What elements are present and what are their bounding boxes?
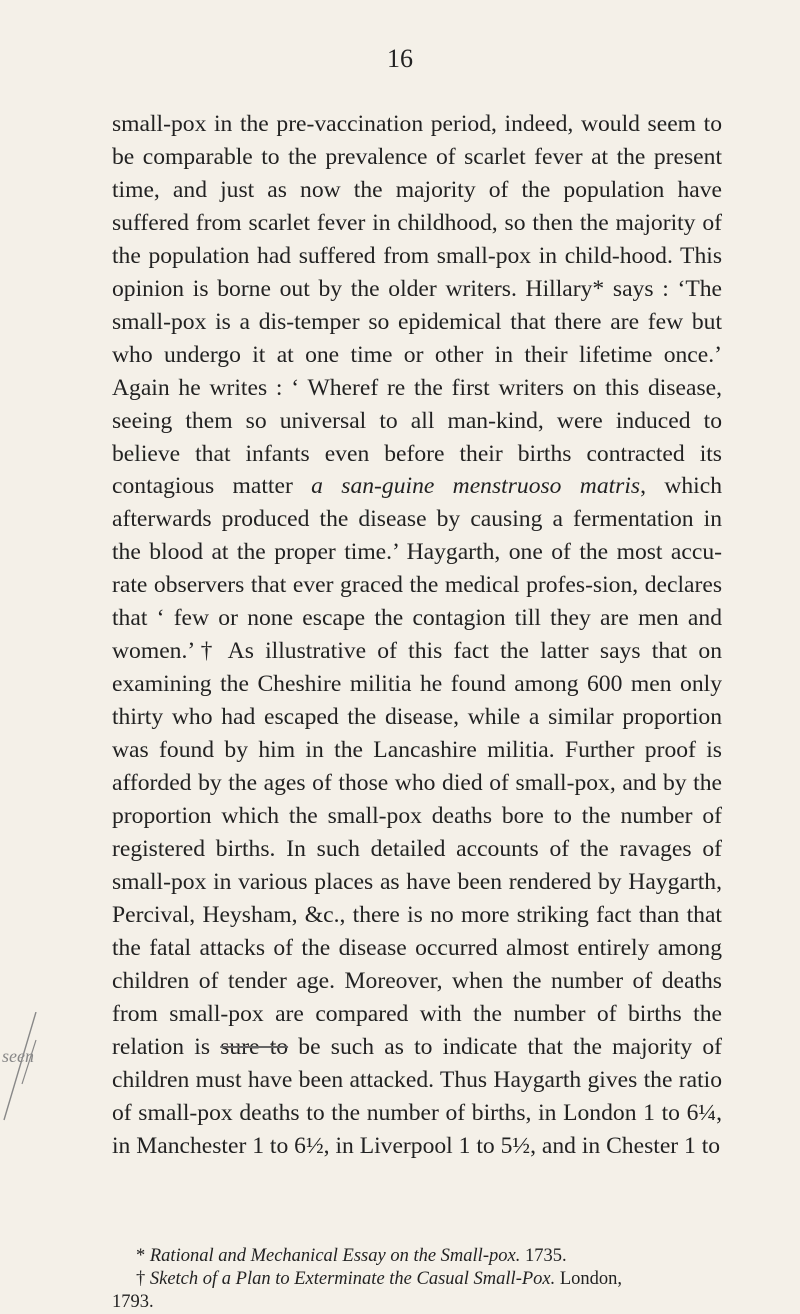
footnote-2-marker: †: [136, 1269, 150, 1289]
text-run-3: , which afterwards produced the disease by causing a fermentation in the blood at the proper time.’ Haygarth, one of the most accu-rate observers that ever graced the medical profes-sion, declares that ‘ few or none escape the contagion till they are men and women.’: [112, 473, 722, 665]
footnote-marker-1: *: [592, 275, 605, 302]
latin-phrase: a san-guine menstruoso matris: [311, 473, 641, 500]
footnote-1-year: 1735.: [520, 1246, 567, 1266]
main-paragraph: [112, 108, 722, 1163]
struck-text: sure to: [220, 1033, 289, 1060]
text-run-4: As illustrative of this fact the latter says that on examining the Cheshire militia he found among 600 men only thirty who had escaped the disease, while a similar proportion was found by him in the Lancashire militia. Further proof is afforded by the ages of those who died of small-pox, and by the proportion which the small-pox deaths bore to the number of registered births. In such detailed accounts of the ravages of small-pox in various places as have been rendered by Haygarth, Percival, Heysham, &c., there is no more striking fact than that the fatal attacks of the disease occurred almost entirely among children of tender age. Moreover, when the number of deaths from small-pox are compared with the number of births the relation is: [112, 638, 722, 1060]
body-text: [112, 108, 722, 1163]
footnote-2: [112, 1268, 752, 1291]
text-run-1: small-pox in the pre-vaccination period, indeed, would seem to be comparable to the prevalence of scarlet fever at the present time, and just as now the majority of the population have suffered from scarlet fever in childhood, so then the majority of the population had suffered from small-pox in child-hood. This opinion is borne out by the older writers. Hillary: [112, 111, 722, 302]
footnotes: [112, 1245, 752, 1314]
footnote-marker-2: †: [195, 638, 218, 665]
margin-annotation-text: seen: [2, 1046, 34, 1066]
footnote-2-continued: [112, 1291, 752, 1314]
footnote-1-marker: *: [136, 1246, 150, 1266]
margin-annotation: [0, 1012, 40, 1122]
margin-annotation-slash: [0, 1012, 40, 1122]
text-run-2: says : ‘The small-pox is a dis-temper so epidemical that there are few but who undergo it at one time or other in their lifetime once.’ Again he writes : ‘ Wheref re the first writers on this disease, seeing them so universal to all man-kind, were induced to believe that infants even before their births contracted its contagious matter: [112, 275, 723, 500]
footnote-2-year: 1793.: [112, 1292, 154, 1312]
footnote-2-title: Sketch of a Plan to Exterminate the Casual Small-Pox.: [149, 1269, 556, 1289]
footnote-2-place: London,: [555, 1269, 623, 1289]
page-number: 16: [387, 44, 413, 73]
footnote-1-title: Rational and Mechanical Essay on the Small-pox.: [149, 1246, 521, 1266]
text-run-5: be such as to indicate that the majority of children must have been attacked. Thus Haygarth gives the ratio of small-pox deaths to the number of births, in London 1 to 6¼, in Manchester 1 to 6½, in Liverpool 1 to 5½, and in Chester 1 to: [112, 1033, 722, 1159]
footnote-1: [112, 1245, 752, 1268]
